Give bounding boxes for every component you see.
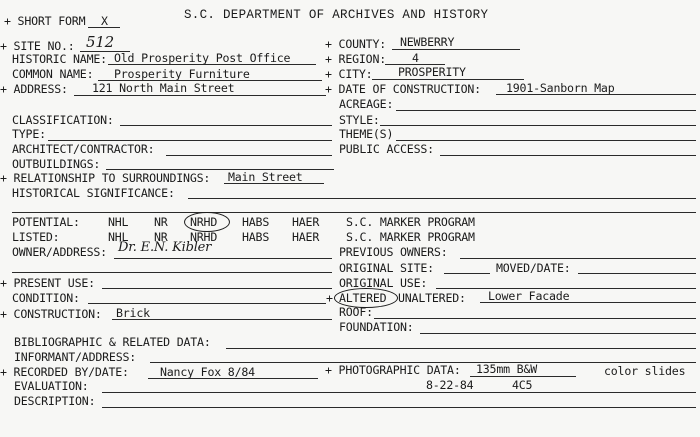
owner-line <box>114 258 332 259</box>
type-label: TYPE: <box>12 127 46 141</box>
evaluation-line <box>102 392 696 393</box>
county-value[interactable]: NEWBERRY <box>400 35 455 49</box>
historic-name-label: HISTORIC NAME: <box>12 52 107 66</box>
owner-value[interactable]: Dr. E.N. Kibler <box>118 240 212 255</box>
color-slides[interactable]: color slides <box>604 364 686 378</box>
listed-habs[interactable]: HABS <box>242 230 270 244</box>
nrhd-circle <box>184 212 230 232</box>
style-label: STYLE: <box>339 113 380 127</box>
public-access-line <box>440 155 696 156</box>
potential-nr[interactable]: NR <box>154 215 168 229</box>
date-construction-value[interactable]: 1901-Sanborn Map <box>506 81 615 95</box>
acreage-label: ACREAGE: <box>339 97 394 111</box>
region-value[interactable]: 4 <box>412 51 419 65</box>
relationship-line <box>224 183 324 184</box>
present-use-label: + PRESENT USE: <box>0 276 95 290</box>
county-line <box>392 49 520 50</box>
common-name-label: COMMON NAME: <box>12 67 94 81</box>
city-label: + CITY: <box>325 67 373 81</box>
relationship-label: + RELATIONSHIP TO SURROUNDINGS: <box>0 171 211 185</box>
photographic-label: + PHOTOGRAPHIC DATA: <box>325 363 461 377</box>
themes-line <box>396 140 696 141</box>
recorded-value[interactable]: Nancy Fox 8/84 <box>160 365 255 379</box>
marker-program-potential[interactable]: S.C. MARKER PROGRAM <box>346 215 475 229</box>
themes-label: THEME(S) <box>339 127 394 141</box>
address-value[interactable]: 121 North Main Street <box>92 81 235 95</box>
roof-label: ROOF: <box>339 305 373 319</box>
evaluation-label: EVALUATION: <box>14 379 89 393</box>
county-label: + COUNTY: <box>325 37 387 51</box>
foundation-label: FOUNDATION: <box>339 320 414 334</box>
unaltered-label: UNALTERED: <box>398 291 466 305</box>
form-title: S.C. DEPARTMENT OF ARCHIVES AND HISTORY <box>184 8 489 22</box>
present-use-line <box>102 288 332 289</box>
informant-label: INFORMANT/ADDRESS: <box>14 350 137 364</box>
altered-option[interactable]: ALTERED <box>339 291 387 305</box>
city-line <box>372 79 524 80</box>
condition-label: CONDITION: <box>12 291 80 305</box>
photographic-value[interactable]: 135mm B&W <box>476 362 538 376</box>
bibliographic-line <box>226 348 696 349</box>
photographic-line <box>470 376 576 377</box>
construction-line <box>112 319 332 320</box>
classification-label: CLASSIFICATION: <box>12 113 114 127</box>
potential-nrhd[interactable]: NRHD <box>190 215 218 229</box>
bibliographic-label: BIBLIOGRAPHIC & RELATED DATA: <box>14 335 211 349</box>
short-form-label: + SHORT FORM <box>4 14 86 28</box>
architect-label: ARCHITECT/CONTRACTOR: <box>12 142 155 156</box>
potential-nhl[interactable]: NHL <box>108 215 129 229</box>
photo-roll[interactable]: 4C5 <box>512 378 533 392</box>
moved-date-line <box>578 273 696 274</box>
potential-label: POTENTIAL: <box>12 215 80 229</box>
construction-value[interactable]: Brick <box>116 306 150 320</box>
architect-line <box>166 155 332 156</box>
type-line <box>48 140 332 141</box>
site-no-value[interactable]: 512 <box>86 33 115 51</box>
acreage-line <box>396 110 696 111</box>
roof-line <box>374 318 696 319</box>
date-construction-line <box>496 94 696 95</box>
potential-habs[interactable]: HABS <box>242 215 270 229</box>
photo-date[interactable]: 8-22-84 <box>426 378 474 392</box>
previous-owners-line <box>460 258 696 259</box>
short-form-line <box>88 27 120 28</box>
address-line <box>74 95 326 96</box>
description-line <box>102 407 696 408</box>
original-use-label: ORIGINAL USE: <box>339 276 428 290</box>
historical-significance-line-2 <box>12 212 696 213</box>
foundation-line <box>420 333 696 334</box>
city-value[interactable]: PROSPERITY <box>398 65 466 79</box>
original-site-label: ORIGINAL SITE: <box>339 261 434 275</box>
short-form-value[interactable]: X <box>101 14 108 28</box>
common-name-value[interactable]: Prosperity Furniture <box>114 67 250 81</box>
moved-date-label: MOVED/DATE: <box>496 261 571 275</box>
date-construction-label: + DATE OF CONSTRUCTION: <box>325 82 481 96</box>
owner-line-2 <box>12 272 332 273</box>
historical-significance-line <box>188 198 696 199</box>
relationship-value[interactable]: Main Street <box>228 170 303 184</box>
address-label: + ADDRESS: <box>0 82 68 96</box>
public-access-label: PUBLIC ACCESS: <box>339 142 434 156</box>
marker-program-listed[interactable]: S.C. MARKER PROGRAM <box>346 230 475 244</box>
listed-nrhd[interactable]: NRHD <box>190 230 218 244</box>
previous-owners-label: PREVIOUS OWNERS: <box>339 245 448 259</box>
listed-nhl[interactable]: NHL <box>108 230 129 244</box>
description-label: DESCRIPTION: <box>14 394 96 408</box>
style-line <box>380 125 696 126</box>
outbuildings-label: OUTBUILDINGS: <box>12 157 101 171</box>
historic-name-line <box>108 64 316 65</box>
historical-significance-label: HISTORICAL SIGNIFICANCE: <box>12 186 175 200</box>
recorded-label: + RECORDED BY/DATE: <box>0 365 129 379</box>
condition-line <box>88 303 326 304</box>
owner-label: OWNER/ADDRESS: <box>12 245 107 259</box>
classification-line <box>120 125 332 126</box>
construction-label: + CONSTRUCTION: <box>0 307 102 321</box>
site-no-label: + SITE NO.: <box>0 39 75 53</box>
unaltered-value[interactable]: Lower Facade <box>488 289 570 303</box>
altered-plus: + <box>326 291 333 305</box>
recorded-line <box>148 378 318 379</box>
region-label: + REGION: <box>325 52 387 66</box>
original-site-line <box>444 273 490 274</box>
listed-label: LISTED: <box>12 230 60 244</box>
listed-nr[interactable]: NR <box>154 230 168 244</box>
potential-haer[interactable]: HAER <box>292 215 320 229</box>
unaltered-line <box>480 302 696 303</box>
listed-haer[interactable]: HAER <box>292 230 320 244</box>
historic-name-value[interactable]: Old Prosperity Post Office <box>114 51 291 65</box>
